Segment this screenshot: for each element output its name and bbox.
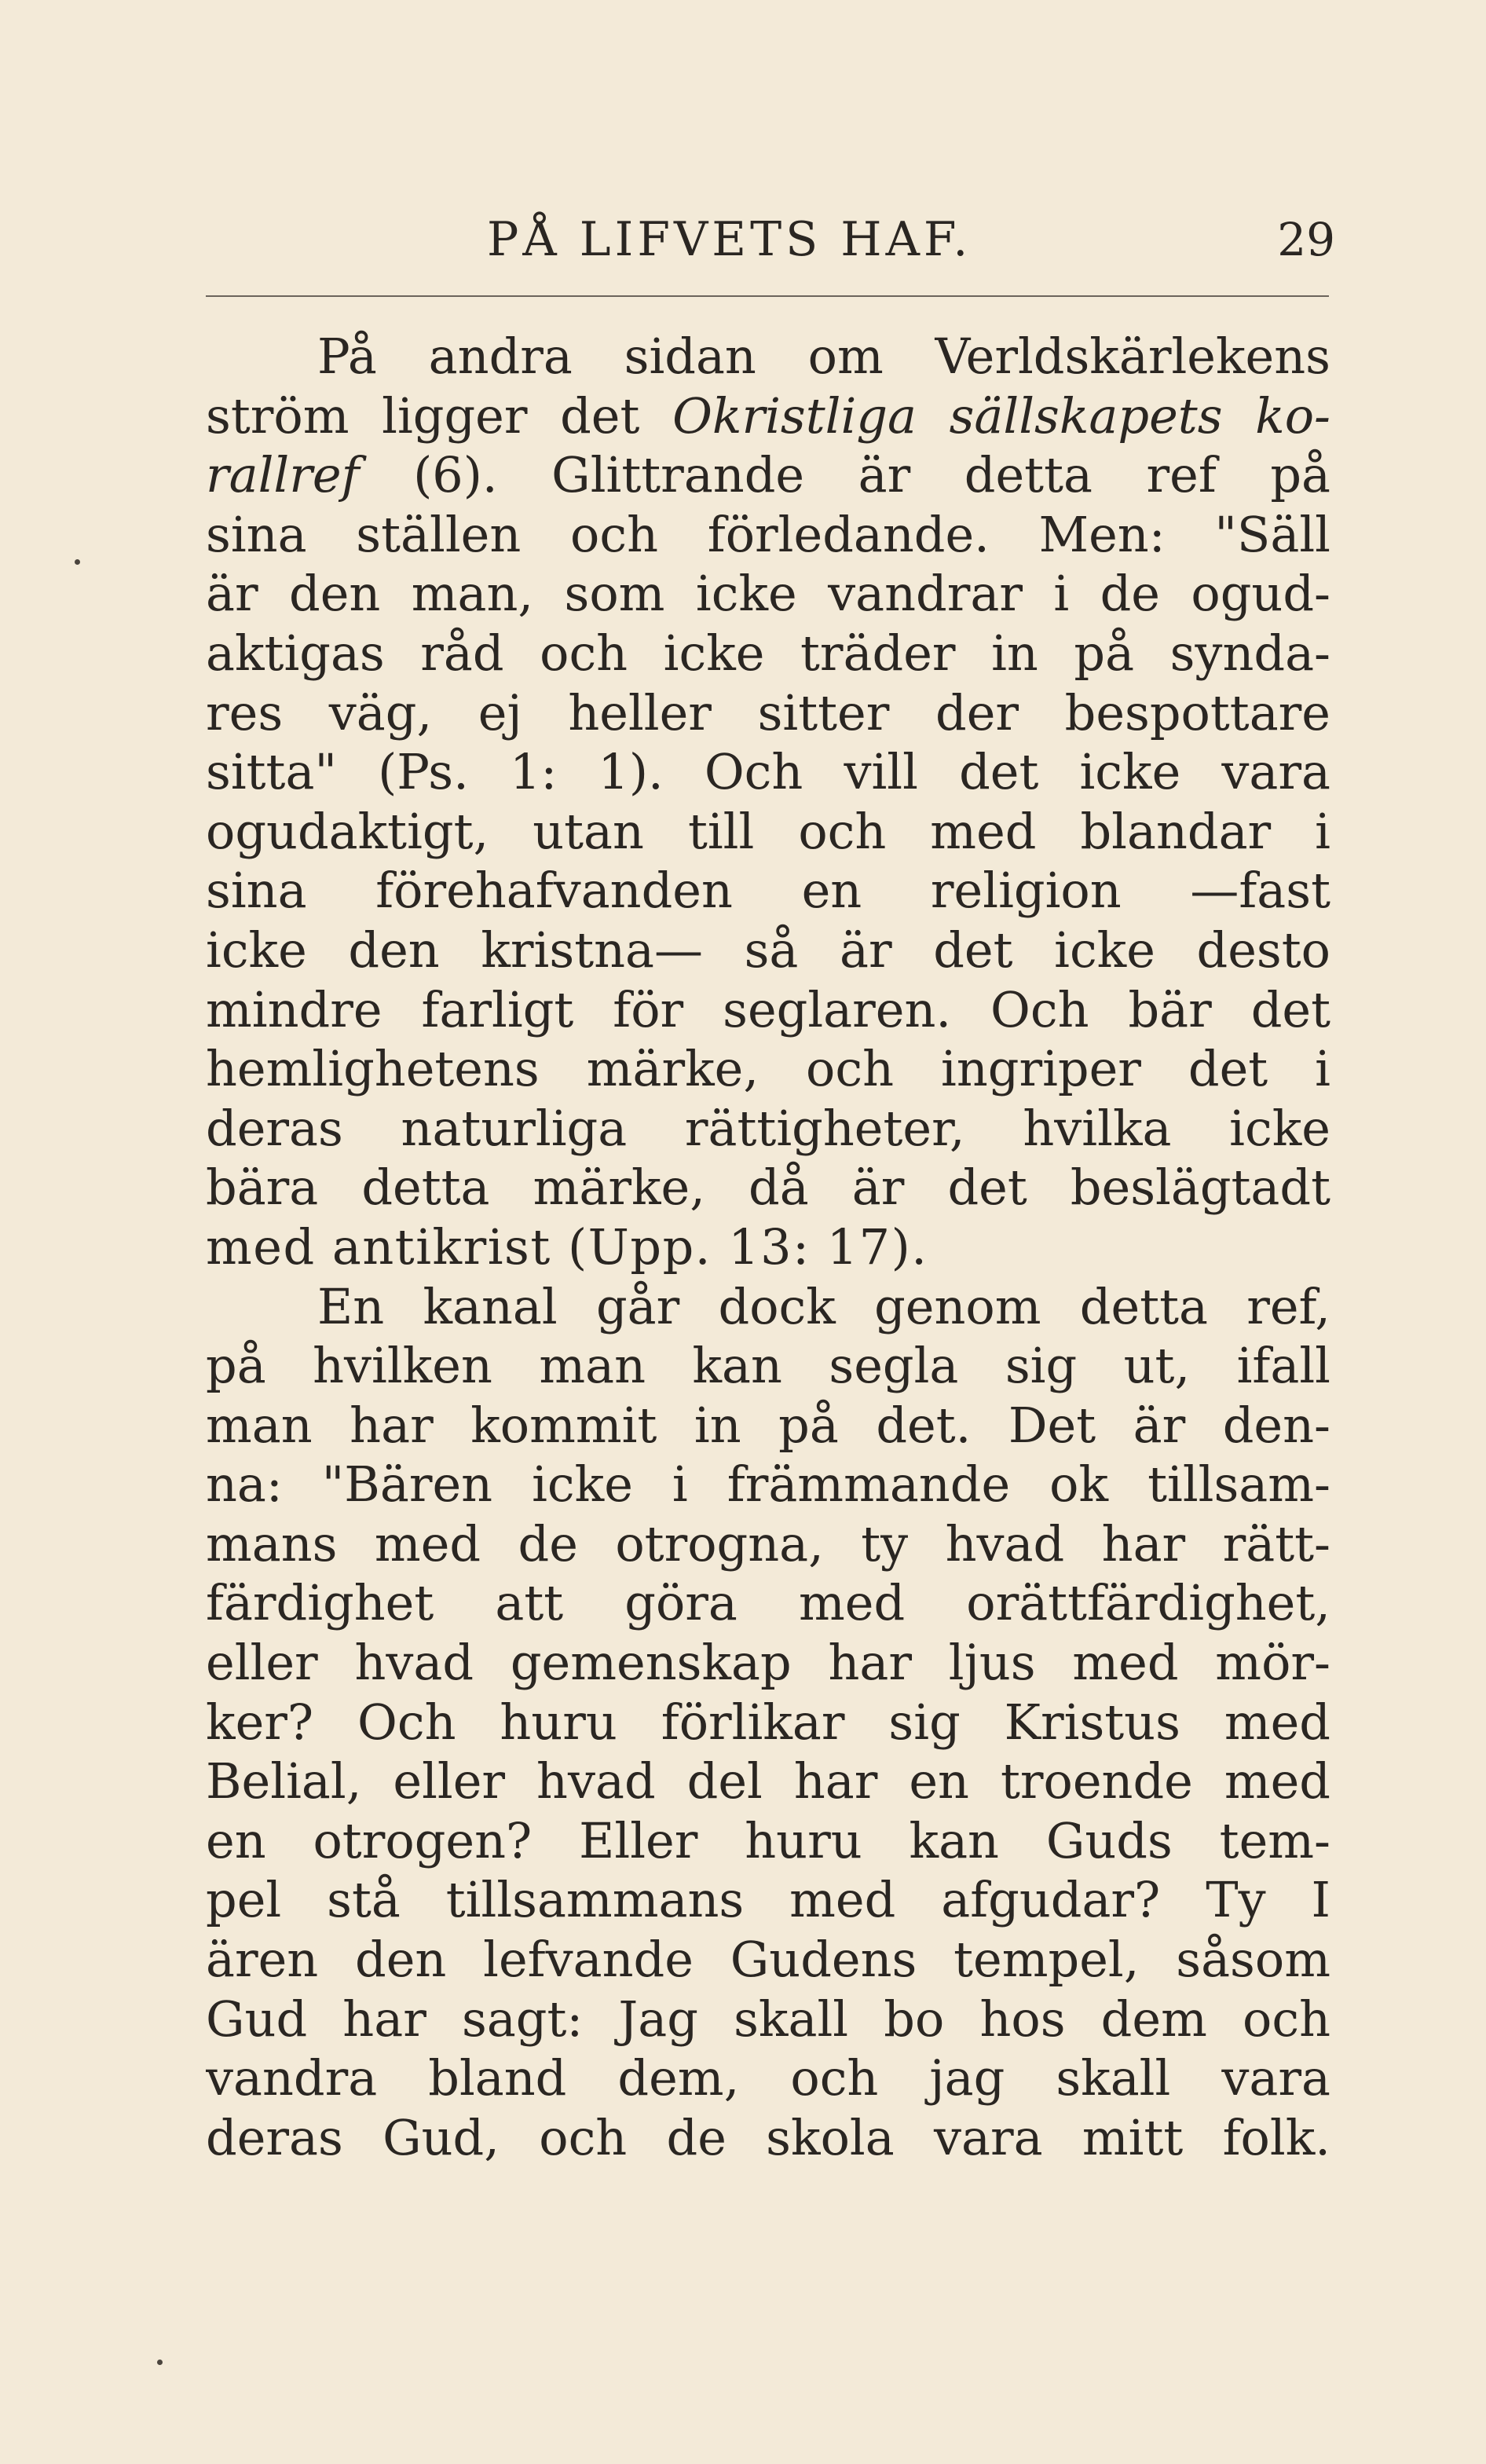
text-line: med antikrist (Upp. 13: 17). — [206, 1217, 928, 1276]
body-text — [206, 327, 1330, 2167]
text-line: deras Gud, och de skola vara mitt folk. — [206, 2108, 1330, 2166]
text-line: mindre farligt för seglaren. Och bär det — [206, 980, 1330, 1038]
text-line: mans med de otrogna, ty hvad har rätt- — [206, 1514, 1330, 1572]
text-line: man har kommit in på det. Det är den- — [206, 1396, 1330, 1454]
text-line: Gud har sagt: Jag skall bo hos dem och — [206, 1990, 1330, 2048]
text-line — [206, 386, 1330, 446]
text-line: På andra sidan om Verldskärlekens — [317, 328, 1330, 385]
text-line: ker? Och huru förlikar sig Kristus med — [206, 1693, 1330, 1751]
text-line: icke den kristna— så är det icke desto — [206, 921, 1330, 979]
paper-speck — [157, 2360, 163, 2365]
text-line: sina ställen och förledande. Men: "Säll — [206, 505, 1330, 563]
text-line: är den man, som icke vandrar i de ogud- — [206, 565, 1330, 623]
text-line: pel stå tillsammans med afgudar? Ty I — [206, 1871, 1330, 1929]
text-line: hemlighetens märke, och ingriper det i — [206, 1040, 1330, 1098]
text-line: eller hvad gemenskap har ljus med mör- — [206, 1634, 1330, 1692]
italic-text-span: Okristliga sällskapets ko- — [672, 386, 1330, 445]
text-line: res väg, ej heller sitter der bespottare — [206, 683, 1330, 741]
text-span: (6). Glittrande är detta ref på — [413, 446, 1330, 504]
text-line: bära detta märke, då är det beslägtadt — [206, 1159, 1330, 1217]
running-head — [204, 200, 1335, 279]
text-line: aktigas råd och icke träder in på synda- — [206, 624, 1330, 682]
italic-text-span: rallref — [206, 446, 360, 504]
text-line: på hvilken man kan segla sig ut, ifall — [206, 1337, 1330, 1395]
page-number: 29 — [1277, 213, 1335, 266]
text-line: deras naturliga rättigheter, hvilka icke — [206, 1099, 1330, 1157]
text-span: ström ligger det — [206, 386, 640, 445]
running-title: PÅ LIFVETS HAF. — [487, 212, 972, 267]
paper-speck — [75, 559, 80, 565]
text-line: ären den lefvande Gudens tempel, såsom — [206, 1931, 1330, 1989]
text-line: sitta" (Ps. 1: 1). Och vill det icke vara — [206, 743, 1330, 801]
text-line: färdighet att göra med orättfärdighet, — [206, 1574, 1330, 1632]
text-line: en otrogen? Eller huru kan Guds tem- — [206, 1811, 1330, 1869]
header-rule — [206, 295, 1329, 297]
text-line: En kanal går dock genom detta ref, — [317, 1277, 1330, 1335]
text-line: vandra bland dem, och jag skall vara — [206, 2049, 1330, 2107]
text-line: na: "Bären icke i främmande ok tillsam- — [206, 1455, 1330, 1514]
text-line — [206, 445, 1330, 505]
text-line: Belial, eller hvad del har en troende med — [206, 1752, 1330, 1810]
text-line: sina förehafvanden en religion —fast — [206, 862, 1330, 920]
text-line: ogudaktigt, utan till och med blandar i — [206, 802, 1330, 860]
